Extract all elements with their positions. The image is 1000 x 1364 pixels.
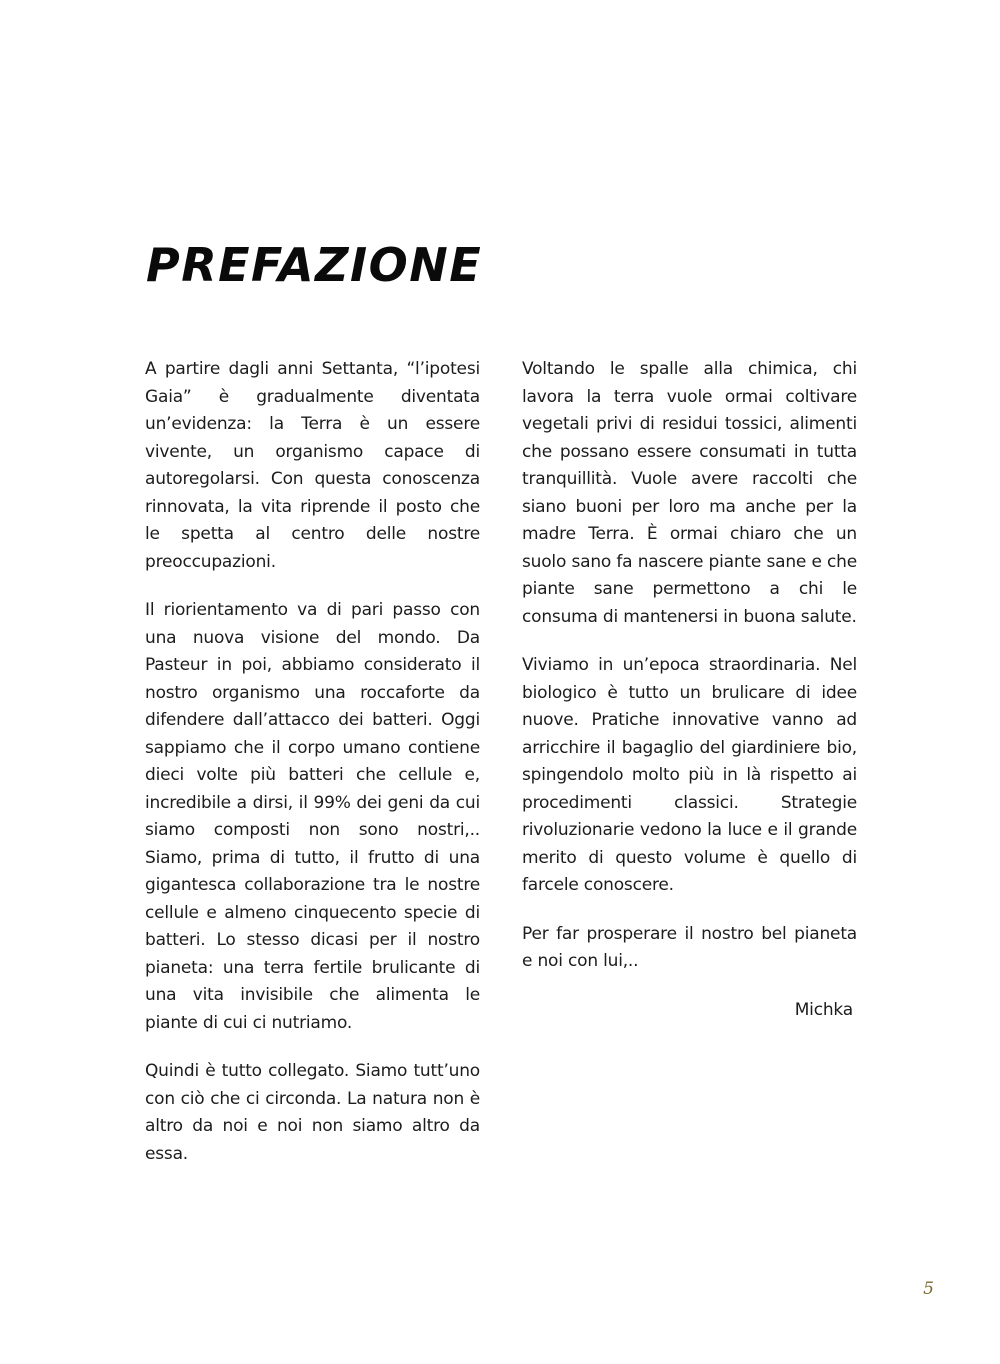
text-columns: [145, 356, 857, 1168]
page-title: PREFAZIONE: [146, 238, 483, 292]
paragraph: A partire dagli anni Settanta, “l’ipotesi Gaia” è gradualmente diventata un’evidenza: la Terra è un essere vivente, un organismo capace di autoregolarsi. Con questa conoscenza rinnovata, la vita riprende il posto che le spetta al centro delle nostre preoccupazioni.: [145, 359, 480, 572]
paragraph: Quindi è tutto collegato. Siamo tutt’uno con ciò che ci circonda. La natura non è altro da noi e noi non siamo altro da essa.: [145, 1061, 480, 1164]
paragraph: Voltando le spalle alla chimica, chi lavora la terra vuole ormai coltivare vegetali privi di residui tossici, alimenti che possano essere consumati in tutta tranquillità. Vuole avere raccolti che siano buoni per loro ma anche per la madre Terra. È ormai chiaro che un suolo sano fa nascere piante sane e che piante sane permettono a chi le consuma di mantenersi in buona salute.: [522, 359, 857, 627]
page-number: 5: [923, 1279, 934, 1299]
paragraph: Viviamo in un’epoca straordinaria. Nel biologico è tutto un brulicare di idee nuove. Pratiche innovative vanno ad arricchire il bagaglio del giardiniere bio, spingendolo molto più in là rispetto ai procedimenti classici. Strategie rivoluzionarie vedono la luce e il grande merito di questo volume è quello di farcele conoscere.: [522, 655, 857, 895]
paragraph: Per far prosperare il nostro bel pianeta e noi con lui,..: [522, 923, 857, 971]
paragraph: Il riorientamento va di pari passo con una nuova visione del mondo. Da Pasteur in poi, abbiamo considerato il nostro organismo una roccaforte da difendere dall’attacco dei batteri. Oggi sappiamo che il corpo umano contiene dieci volte più batteri che cellule e, incredibile a dirsi, il 99% dei geni da cui siamo composti non sono nostri,.. Siamo, prima di tutto, il frutto di una gigantesca collaborazione tra le nostre cellule e almeno cinquecento specie di batteri. Lo stesso dicasi per il nostro pianeta: una terra fertile brulicante di una vita invisibile che alimenta le piante di cui ci nutriamo.: [145, 600, 480, 1033]
right-column: [522, 356, 857, 1168]
left-column: [145, 356, 480, 1168]
author-signature: Michka: [794, 999, 853, 1020]
